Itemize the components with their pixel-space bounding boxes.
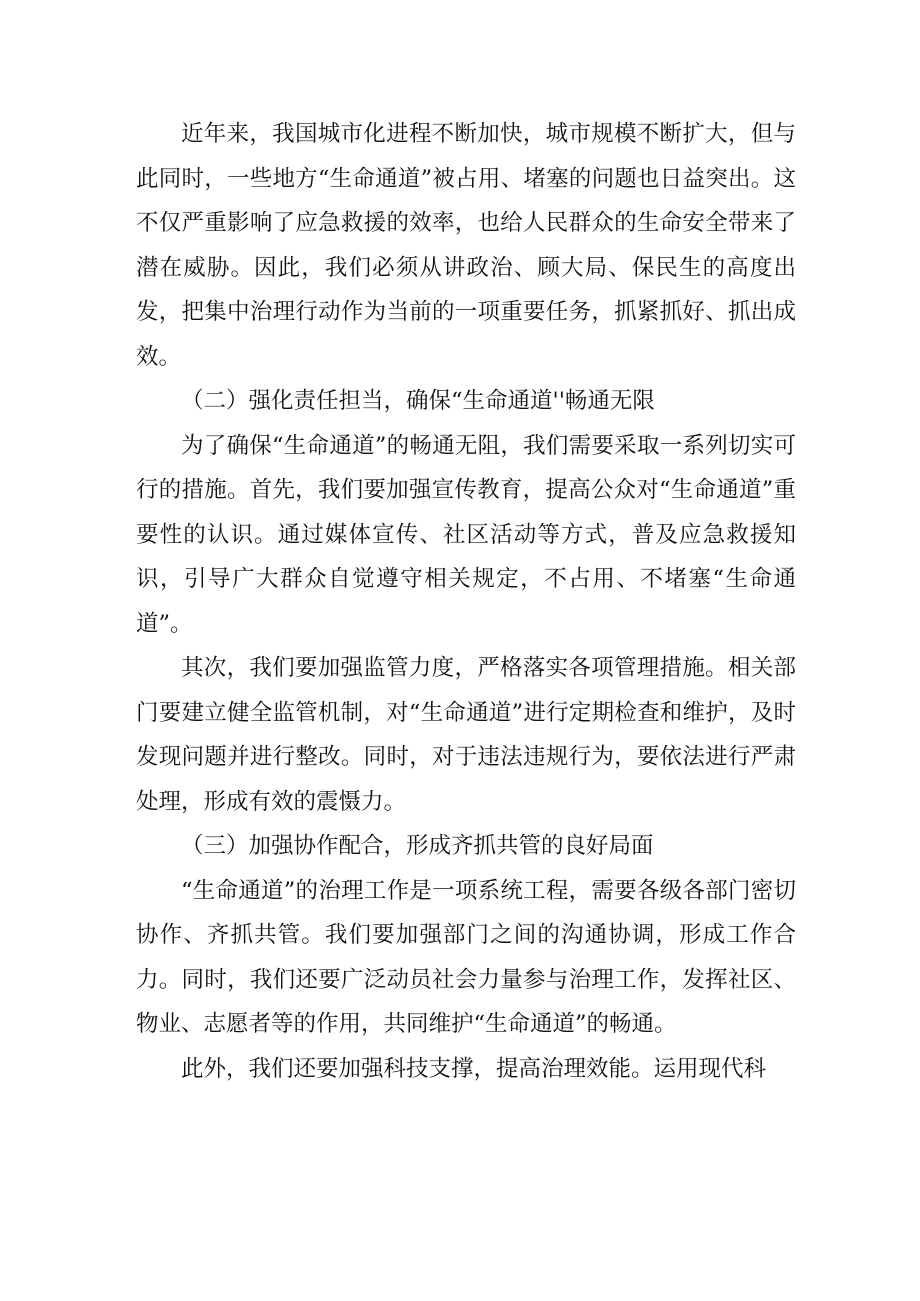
paragraph-supervision: 其次，我们要加强监管力度，严格落实各项管理措施。相关部门要建立健全监管机制，对“生命通道”进行定期检查和维护，及时发现问题并进行整改。同时，对于违法违规行为，要依法进行严肃处理，形成有效的震慑力。: [136, 655, 796, 815]
paragraph-measures: 为了确保“生命通道”的畅通无阻，我们需要采取一系列切实可行的措施。首先，我们要加强宣传教育，提高公众对“生命通道”重要性的认识。通过媒体宣传、社区活动等方式，普及应急救援知识，引导广大群众自觉遵守相关规定，不占用、不堵塞“生命通道”。: [136, 432, 796, 637]
paragraph-cooperation: “生命通道”的治理工作是一项系统工程，需要各级各部门密切协作、齐抓共管。我们要加强部门之间的沟通协调，形成工作合力。同时，我们还要广泛动员社会力量参与治理工作，发挥社区、物业、志愿者等的作用，共同维护“生命通道”的畅通。: [136, 877, 796, 1037]
section-heading-2: （二）强化责任担当，确保“生命通道''畅通无限: [181, 388, 655, 414]
paragraph-technology: 此外，我们还要加强科技支撑，提高治理效能。运用现代科: [181, 1055, 767, 1082]
section-heading-3: （三）加强协作配合，形成齐抓共管的良好局面: [181, 833, 654, 859]
document-body: [136, 112, 796, 1091]
paragraph-intro: 近年来，我国城市化进程不断加快，城市规模不断扩大，但与此同时，一些地方“生命通道”被占用、堵塞的问题也日益突出。这不仅严重影响了应急救援的效率，也给人民群众的生命安全带来了潜在威胁。因此，我们必须从讲政治、顾大局、保民生的高度出发，把集中治理行动作为当前的一项重要任务，抓紧抓好、抓出成效。: [136, 121, 796, 370]
